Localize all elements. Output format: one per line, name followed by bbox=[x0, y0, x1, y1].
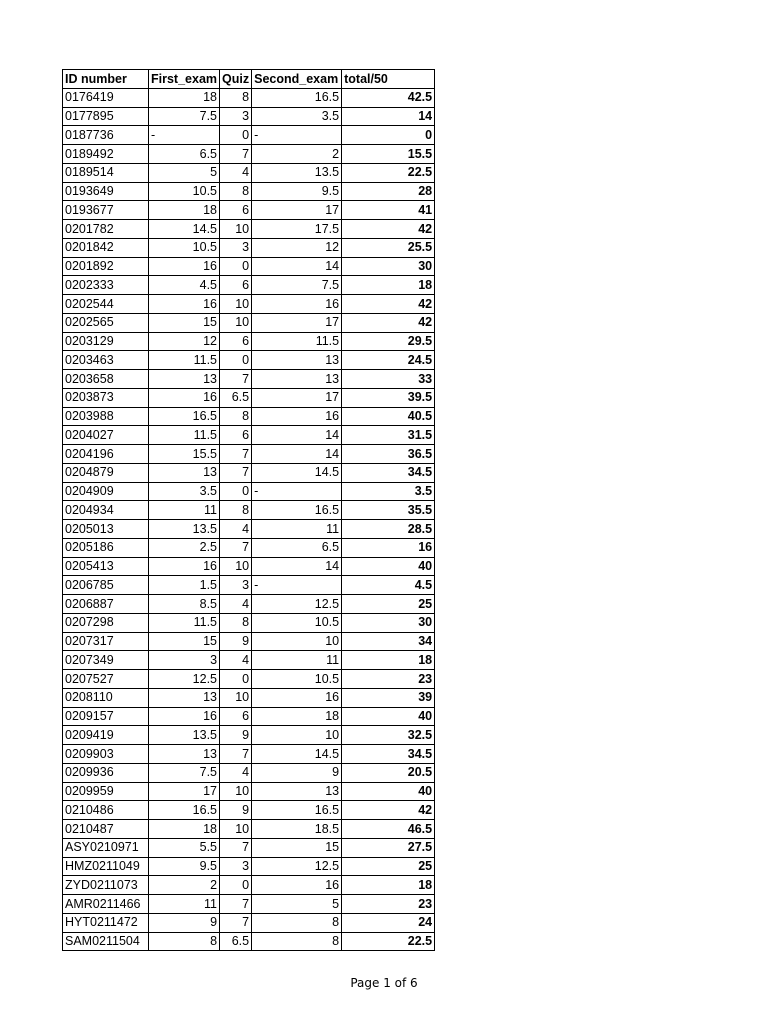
table-row bbox=[63, 595, 435, 614]
first-exam-cell: 2 bbox=[149, 876, 220, 895]
first-exam-cell: 9.5 bbox=[149, 857, 220, 876]
first-exam-cell: 14.5 bbox=[149, 220, 220, 239]
first-exam-cell: 16 bbox=[149, 295, 220, 314]
id-cell: HYT0211472 bbox=[63, 913, 149, 932]
header-total: total/50 bbox=[342, 70, 435, 89]
table-row bbox=[63, 932, 435, 951]
second-exam-cell: 10.5 bbox=[252, 613, 342, 632]
table-row bbox=[63, 745, 435, 764]
quiz-cell: 4 bbox=[220, 163, 252, 182]
header-first-exam: First_exam bbox=[149, 70, 220, 89]
total-cell: 40 bbox=[342, 707, 435, 726]
quiz-cell: 10 bbox=[220, 313, 252, 332]
total-cell: 28 bbox=[342, 182, 435, 201]
id-cell: 0201782 bbox=[63, 220, 149, 239]
first-exam-cell: 11.5 bbox=[149, 426, 220, 445]
quiz-cell: 10 bbox=[220, 688, 252, 707]
id-cell: 0207298 bbox=[63, 613, 149, 632]
table-row bbox=[63, 107, 435, 126]
first-exam-cell: 16 bbox=[149, 388, 220, 407]
second-exam-cell: 7.5 bbox=[252, 276, 342, 295]
quiz-cell: 0 bbox=[220, 126, 252, 145]
quiz-cell: 6 bbox=[220, 201, 252, 220]
id-cell: AMR0211466 bbox=[63, 895, 149, 914]
id-cell: 0205413 bbox=[63, 557, 149, 576]
second-exam-cell: 17 bbox=[252, 201, 342, 220]
second-exam-cell: 10 bbox=[252, 726, 342, 745]
total-cell: 40 bbox=[342, 782, 435, 801]
quiz-cell: 7 bbox=[220, 745, 252, 764]
quiz-cell: 4 bbox=[220, 651, 252, 670]
first-exam-cell: 10.5 bbox=[149, 238, 220, 257]
id-cell: 0209959 bbox=[63, 782, 149, 801]
second-exam-cell: 8 bbox=[252, 913, 342, 932]
quiz-cell: 7 bbox=[220, 838, 252, 857]
table-header-row bbox=[63, 70, 435, 89]
total-cell: 18 bbox=[342, 651, 435, 670]
first-exam-cell: 11.5 bbox=[149, 351, 220, 370]
second-exam-cell: 16.5 bbox=[252, 501, 342, 520]
id-cell: 0193677 bbox=[63, 201, 149, 220]
total-cell: 24 bbox=[342, 913, 435, 932]
quiz-cell: 9 bbox=[220, 632, 252, 651]
total-cell: 46.5 bbox=[342, 820, 435, 839]
quiz-cell: 4 bbox=[220, 595, 252, 614]
quiz-cell: 7 bbox=[220, 913, 252, 932]
table-row bbox=[63, 651, 435, 670]
first-exam-cell: 15 bbox=[149, 632, 220, 651]
header-second-exam: Second_exam bbox=[252, 70, 342, 89]
second-exam-cell: 17 bbox=[252, 313, 342, 332]
id-cell: 0209936 bbox=[63, 763, 149, 782]
quiz-cell: 6 bbox=[220, 276, 252, 295]
first-exam-cell: 9 bbox=[149, 913, 220, 932]
first-exam-cell: 1.5 bbox=[149, 576, 220, 595]
quiz-cell: 10 bbox=[220, 820, 252, 839]
id-cell: 0204909 bbox=[63, 482, 149, 501]
quiz-cell: 6 bbox=[220, 332, 252, 351]
quiz-cell: 8 bbox=[220, 182, 252, 201]
table-row bbox=[63, 370, 435, 389]
table-row bbox=[63, 501, 435, 520]
total-cell: 34.5 bbox=[342, 745, 435, 764]
id-cell: SAM0211504 bbox=[63, 932, 149, 951]
id-cell: 0203873 bbox=[63, 388, 149, 407]
first-exam-cell: 18 bbox=[149, 820, 220, 839]
total-cell: 25.5 bbox=[342, 238, 435, 257]
second-exam-cell: 17 bbox=[252, 388, 342, 407]
second-exam-cell: 3.5 bbox=[252, 107, 342, 126]
second-exam-cell: 16.5 bbox=[252, 801, 342, 820]
table-body bbox=[63, 88, 435, 951]
id-cell: 0205013 bbox=[63, 520, 149, 539]
total-cell: 24.5 bbox=[342, 351, 435, 370]
table-row bbox=[63, 295, 435, 314]
first-exam-cell: 3 bbox=[149, 651, 220, 670]
second-exam-cell: 13.5 bbox=[252, 163, 342, 182]
second-exam-cell: 16 bbox=[252, 688, 342, 707]
second-exam-cell: 14.5 bbox=[252, 745, 342, 764]
table-row bbox=[63, 238, 435, 257]
total-cell: 42.5 bbox=[342, 88, 435, 107]
first-exam-cell: 10.5 bbox=[149, 182, 220, 201]
first-exam-cell: 13 bbox=[149, 370, 220, 389]
id-cell: 0204196 bbox=[63, 445, 149, 464]
table-row bbox=[63, 88, 435, 107]
quiz-cell: 8 bbox=[220, 613, 252, 632]
total-cell: 22.5 bbox=[342, 932, 435, 951]
total-cell: 34 bbox=[342, 632, 435, 651]
first-exam-cell: 11 bbox=[149, 501, 220, 520]
first-exam-cell: 3.5 bbox=[149, 482, 220, 501]
total-cell: 30 bbox=[342, 613, 435, 632]
quiz-cell: 7 bbox=[220, 370, 252, 389]
id-cell: 0202333 bbox=[63, 276, 149, 295]
table-row bbox=[63, 463, 435, 482]
total-cell: 29.5 bbox=[342, 332, 435, 351]
second-exam-cell: 9.5 bbox=[252, 182, 342, 201]
quiz-cell: 10 bbox=[220, 295, 252, 314]
first-exam-cell: 17 bbox=[149, 782, 220, 801]
quiz-cell: 0 bbox=[220, 351, 252, 370]
second-exam-cell: 14.5 bbox=[252, 463, 342, 482]
table-row bbox=[63, 576, 435, 595]
first-exam-cell: 7.5 bbox=[149, 107, 220, 126]
id-cell: 0207317 bbox=[63, 632, 149, 651]
table-row bbox=[63, 538, 435, 557]
total-cell: 22.5 bbox=[342, 163, 435, 182]
table-row bbox=[63, 163, 435, 182]
total-cell: 15.5 bbox=[342, 145, 435, 164]
total-cell: 36.5 bbox=[342, 445, 435, 464]
id-cell: 0209419 bbox=[63, 726, 149, 745]
quiz-cell: 3 bbox=[220, 107, 252, 126]
first-exam-cell: - bbox=[149, 126, 220, 145]
second-exam-cell: 12.5 bbox=[252, 595, 342, 614]
total-cell: 42 bbox=[342, 295, 435, 314]
second-exam-cell: 12 bbox=[252, 238, 342, 257]
first-exam-cell: 13.5 bbox=[149, 726, 220, 745]
first-exam-cell: 12 bbox=[149, 332, 220, 351]
second-exam-cell: 18.5 bbox=[252, 820, 342, 839]
second-exam-cell: 5 bbox=[252, 895, 342, 914]
page-number: Page 1 of 6 bbox=[350, 976, 418, 990]
table-row bbox=[63, 126, 435, 145]
quiz-cell: 7 bbox=[220, 463, 252, 482]
first-exam-cell: 8 bbox=[149, 932, 220, 951]
total-cell: 28.5 bbox=[342, 520, 435, 539]
table-row bbox=[63, 726, 435, 745]
table-row bbox=[63, 388, 435, 407]
quiz-cell: 6 bbox=[220, 707, 252, 726]
second-exam-cell: 2 bbox=[252, 145, 342, 164]
quiz-cell: 7 bbox=[220, 538, 252, 557]
id-cell: 0202565 bbox=[63, 313, 149, 332]
quiz-cell: 4 bbox=[220, 520, 252, 539]
table-row bbox=[63, 145, 435, 164]
id-cell: 0193649 bbox=[63, 182, 149, 201]
first-exam-cell: 15 bbox=[149, 313, 220, 332]
id-cell: 0204934 bbox=[63, 501, 149, 520]
quiz-cell: 6.5 bbox=[220, 932, 252, 951]
id-cell: 0210487 bbox=[63, 820, 149, 839]
table-row bbox=[63, 557, 435, 576]
first-exam-cell: 6.5 bbox=[149, 145, 220, 164]
table-row bbox=[63, 276, 435, 295]
quiz-cell: 7 bbox=[220, 445, 252, 464]
second-exam-cell: 8 bbox=[252, 932, 342, 951]
total-cell: 39.5 bbox=[342, 388, 435, 407]
id-cell: 0203988 bbox=[63, 407, 149, 426]
first-exam-cell: 15.5 bbox=[149, 445, 220, 464]
first-exam-cell: 13 bbox=[149, 745, 220, 764]
first-exam-cell: 13 bbox=[149, 463, 220, 482]
table-row bbox=[63, 688, 435, 707]
first-exam-cell: 11.5 bbox=[149, 613, 220, 632]
second-exam-cell: 9 bbox=[252, 763, 342, 782]
second-exam-cell: 10.5 bbox=[252, 670, 342, 689]
second-exam-cell: 11.5 bbox=[252, 332, 342, 351]
id-cell: 0189514 bbox=[63, 163, 149, 182]
second-exam-cell: 12.5 bbox=[252, 857, 342, 876]
total-cell: 18 bbox=[342, 276, 435, 295]
second-exam-cell: 6.5 bbox=[252, 538, 342, 557]
table-row bbox=[63, 801, 435, 820]
total-cell: 3.5 bbox=[342, 482, 435, 501]
second-exam-cell: 15 bbox=[252, 838, 342, 857]
total-cell: 4.5 bbox=[342, 576, 435, 595]
second-exam-cell: - bbox=[252, 126, 342, 145]
second-exam-cell: 18 bbox=[252, 707, 342, 726]
table-row bbox=[63, 782, 435, 801]
second-exam-cell: 17.5 bbox=[252, 220, 342, 239]
table-row bbox=[63, 876, 435, 895]
second-exam-cell: 11 bbox=[252, 651, 342, 670]
id-cell: 0203463 bbox=[63, 351, 149, 370]
first-exam-cell: 4.5 bbox=[149, 276, 220, 295]
id-cell: 0209157 bbox=[63, 707, 149, 726]
total-cell: 25 bbox=[342, 595, 435, 614]
header-quiz: Quiz bbox=[220, 70, 252, 89]
total-cell: 18 bbox=[342, 876, 435, 895]
second-exam-cell: 13 bbox=[252, 351, 342, 370]
table-row bbox=[63, 201, 435, 220]
total-cell: 40.5 bbox=[342, 407, 435, 426]
total-cell: 34.5 bbox=[342, 463, 435, 482]
quiz-cell: 8 bbox=[220, 407, 252, 426]
table-row bbox=[63, 257, 435, 276]
second-exam-cell: 16 bbox=[252, 295, 342, 314]
table-row bbox=[63, 613, 435, 632]
second-exam-cell: - bbox=[252, 482, 342, 501]
table-row bbox=[63, 763, 435, 782]
id-cell: 0209903 bbox=[63, 745, 149, 764]
table-row bbox=[63, 445, 435, 464]
id-cell: 0207349 bbox=[63, 651, 149, 670]
quiz-cell: 6 bbox=[220, 426, 252, 445]
table-row bbox=[63, 426, 435, 445]
total-cell: 33 bbox=[342, 370, 435, 389]
first-exam-cell: 12.5 bbox=[149, 670, 220, 689]
first-exam-cell: 5 bbox=[149, 163, 220, 182]
quiz-cell: 10 bbox=[220, 782, 252, 801]
quiz-cell: 6.5 bbox=[220, 388, 252, 407]
quiz-cell: 8 bbox=[220, 88, 252, 107]
quiz-cell: 0 bbox=[220, 670, 252, 689]
quiz-cell: 4 bbox=[220, 763, 252, 782]
quiz-cell: 10 bbox=[220, 557, 252, 576]
table-row bbox=[63, 857, 435, 876]
second-exam-cell: 11 bbox=[252, 520, 342, 539]
total-cell: 0 bbox=[342, 126, 435, 145]
second-exam-cell: 14 bbox=[252, 426, 342, 445]
quiz-cell: 3 bbox=[220, 576, 252, 595]
total-cell: 31.5 bbox=[342, 426, 435, 445]
total-cell: 40 bbox=[342, 557, 435, 576]
table-row bbox=[63, 820, 435, 839]
table-row bbox=[63, 838, 435, 857]
table-row bbox=[63, 670, 435, 689]
table-row bbox=[63, 351, 435, 370]
second-exam-cell: 13 bbox=[252, 782, 342, 801]
table-row bbox=[63, 895, 435, 914]
id-cell: 0203129 bbox=[63, 332, 149, 351]
first-exam-cell: 18 bbox=[149, 88, 220, 107]
total-cell: 23 bbox=[342, 670, 435, 689]
first-exam-cell: 13 bbox=[149, 688, 220, 707]
quiz-cell: 0 bbox=[220, 482, 252, 501]
grades-table bbox=[62, 69, 435, 951]
first-exam-cell: 16 bbox=[149, 257, 220, 276]
total-cell: 35.5 bbox=[342, 501, 435, 520]
table-row bbox=[63, 707, 435, 726]
total-cell: 32.5 bbox=[342, 726, 435, 745]
total-cell: 42 bbox=[342, 313, 435, 332]
quiz-cell: 9 bbox=[220, 726, 252, 745]
id-cell: 0177895 bbox=[63, 107, 149, 126]
id-cell: 0176419 bbox=[63, 88, 149, 107]
id-cell: 0201892 bbox=[63, 257, 149, 276]
second-exam-cell: - bbox=[252, 576, 342, 595]
table-row bbox=[63, 407, 435, 426]
quiz-cell: 7 bbox=[220, 895, 252, 914]
table-row bbox=[63, 913, 435, 932]
first-exam-cell: 16.5 bbox=[149, 801, 220, 820]
second-exam-cell: 14 bbox=[252, 557, 342, 576]
table-row bbox=[63, 520, 435, 539]
first-exam-cell: 16.5 bbox=[149, 407, 220, 426]
quiz-cell: 9 bbox=[220, 801, 252, 820]
quiz-cell: 0 bbox=[220, 257, 252, 276]
second-exam-cell: 14 bbox=[252, 445, 342, 464]
total-cell: 27.5 bbox=[342, 838, 435, 857]
table-row bbox=[63, 220, 435, 239]
first-exam-cell: 16 bbox=[149, 557, 220, 576]
id-cell: 0208110 bbox=[63, 688, 149, 707]
first-exam-cell: 5.5 bbox=[149, 838, 220, 857]
first-exam-cell: 13.5 bbox=[149, 520, 220, 539]
id-cell: HMZ0211049 bbox=[63, 857, 149, 876]
first-exam-cell: 18 bbox=[149, 201, 220, 220]
total-cell: 23 bbox=[342, 895, 435, 914]
id-cell: 0202544 bbox=[63, 295, 149, 314]
total-cell: 14 bbox=[342, 107, 435, 126]
total-cell: 41 bbox=[342, 201, 435, 220]
second-exam-cell: 16 bbox=[252, 876, 342, 895]
total-cell: 16 bbox=[342, 538, 435, 557]
quiz-cell: 3 bbox=[220, 857, 252, 876]
first-exam-cell: 16 bbox=[149, 707, 220, 726]
first-exam-cell: 7.5 bbox=[149, 763, 220, 782]
quiz-cell: 8 bbox=[220, 501, 252, 520]
second-exam-cell: 16 bbox=[252, 407, 342, 426]
first-exam-cell: 8.5 bbox=[149, 595, 220, 614]
id-cell: 0205186 bbox=[63, 538, 149, 557]
quiz-cell: 7 bbox=[220, 145, 252, 164]
id-cell: 0206887 bbox=[63, 595, 149, 614]
id-cell: 0189492 bbox=[63, 145, 149, 164]
quiz-cell: 3 bbox=[220, 238, 252, 257]
second-exam-cell: 14 bbox=[252, 257, 342, 276]
quiz-cell: 0 bbox=[220, 876, 252, 895]
id-cell: ASY0210971 bbox=[63, 838, 149, 857]
table-row bbox=[63, 313, 435, 332]
quiz-cell: 10 bbox=[220, 220, 252, 239]
total-cell: 42 bbox=[342, 801, 435, 820]
second-exam-cell: 13 bbox=[252, 370, 342, 389]
total-cell: 20.5 bbox=[342, 763, 435, 782]
second-exam-cell: 10 bbox=[252, 632, 342, 651]
total-cell: 42 bbox=[342, 220, 435, 239]
first-exam-cell: 11 bbox=[149, 895, 220, 914]
header-id-number: ID number bbox=[63, 70, 149, 89]
table-row bbox=[63, 632, 435, 651]
total-cell: 30 bbox=[342, 257, 435, 276]
id-cell: 0187736 bbox=[63, 126, 149, 145]
id-cell: 0204879 bbox=[63, 463, 149, 482]
id-cell: 0207527 bbox=[63, 670, 149, 689]
id-cell: 0206785 bbox=[63, 576, 149, 595]
id-cell: ZYD0211073 bbox=[63, 876, 149, 895]
total-cell: 39 bbox=[342, 688, 435, 707]
table-row bbox=[63, 182, 435, 201]
table-row bbox=[63, 482, 435, 501]
second-exam-cell: 16.5 bbox=[252, 88, 342, 107]
id-cell: 0201842 bbox=[63, 238, 149, 257]
total-cell: 25 bbox=[342, 857, 435, 876]
table-row bbox=[63, 332, 435, 351]
id-cell: 0210486 bbox=[63, 801, 149, 820]
id-cell: 0203658 bbox=[63, 370, 149, 389]
first-exam-cell: 2.5 bbox=[149, 538, 220, 557]
id-cell: 0204027 bbox=[63, 426, 149, 445]
